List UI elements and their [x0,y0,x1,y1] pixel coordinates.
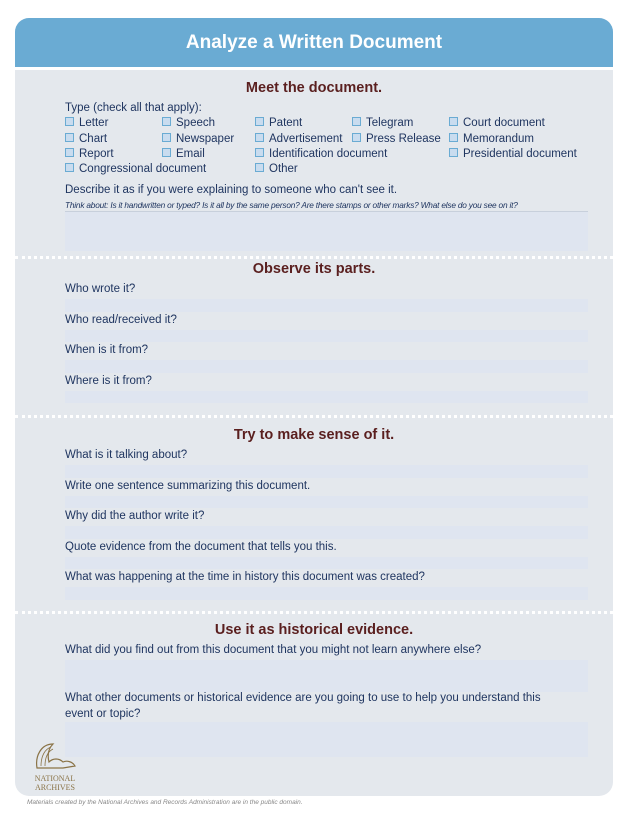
checkbox-option[interactable]: Report [65,148,114,160]
checkbox-option[interactable]: Letter [65,117,108,129]
page-title: Analyze a Written Document [15,18,613,70]
question: Where is it from? [65,374,152,387]
question: Write one sentence summarizing this document. [65,479,311,492]
divider [15,256,613,259]
checkbox-option[interactable]: Court document [449,117,545,129]
checkbox-option[interactable]: Presidential document [449,148,577,160]
answer-field[interactable] [65,722,588,757]
checkbox-option[interactable]: Memorandum [449,133,534,145]
logo-text: ARCHIVES [34,783,75,792]
answer-field[interactable] [65,330,588,343]
checkbox-option[interactable]: Identification document [255,148,387,160]
footer-note: Materials created by the National Archives and Records Administration are in the public domain. [27,799,303,806]
divider [15,611,613,614]
checkbox-option[interactable]: Speech [162,117,215,129]
question: When is it from? [65,344,149,356]
checkbox-option[interactable]: Patent [255,117,302,129]
answer-field[interactable] [65,299,588,312]
question: Why did the author write it? [65,510,205,522]
describe-prompt: Describe it as if you were explaining to someone who can't see it. [65,184,398,196]
question: Quote evidence from the document that tells you this. [65,540,337,553]
question: What did you find out from this document that you might not learn anywhere else? [65,644,482,656]
question: What was happening at the time in history this document was created? [65,571,425,583]
checkbox-option[interactable]: Other [255,163,298,175]
logo-text: NATIONAL [34,774,76,783]
section-heading: Try to make sense of it. [233,427,395,443]
answer-field[interactable] [65,557,588,570]
question: Who read/received it? [65,313,177,326]
checkbox-option[interactable]: Congressional document [65,163,206,175]
answer-field[interactable] [65,211,588,251]
answer-field[interactable] [65,496,588,509]
answer-field[interactable] [65,587,588,600]
think-about-hint: Think about: Is it handwritten or typed? Is it all by the same person? Are there stamps or other marks? What else do you see on it? [65,200,518,210]
answer-field[interactable] [65,526,588,539]
checkbox-option[interactable]: Press Release [352,133,441,145]
checkbox-option[interactable]: Advertisement [255,133,343,145]
checkbox-option[interactable]: Newspaper [162,133,234,145]
checkbox-option[interactable]: Chart [65,133,107,145]
answer-field[interactable] [65,360,588,373]
question: Who wrote it? [65,283,136,295]
section-heading: Use it as historical evidence. [214,622,414,638]
question: What is it talking about? [65,449,188,461]
checkbox-option[interactable]: Email [162,148,205,160]
answer-field[interactable] [65,391,588,404]
checkbox-option[interactable]: Telegram [352,117,413,129]
section-heading: Observe its parts. [252,261,376,277]
divider [15,415,613,418]
worksheet [15,18,613,796]
type-label: Type (check all that apply): [65,102,202,114]
eagle-icon [33,740,77,772]
answer-field[interactable] [65,465,588,478]
answer-field[interactable] [65,660,588,692]
section-heading: Meet the document. [245,80,383,96]
question: What other documents or historical evidence are you going to use to help you understand this event or topic? [65,692,541,720]
national-archives-logo [25,740,85,792]
